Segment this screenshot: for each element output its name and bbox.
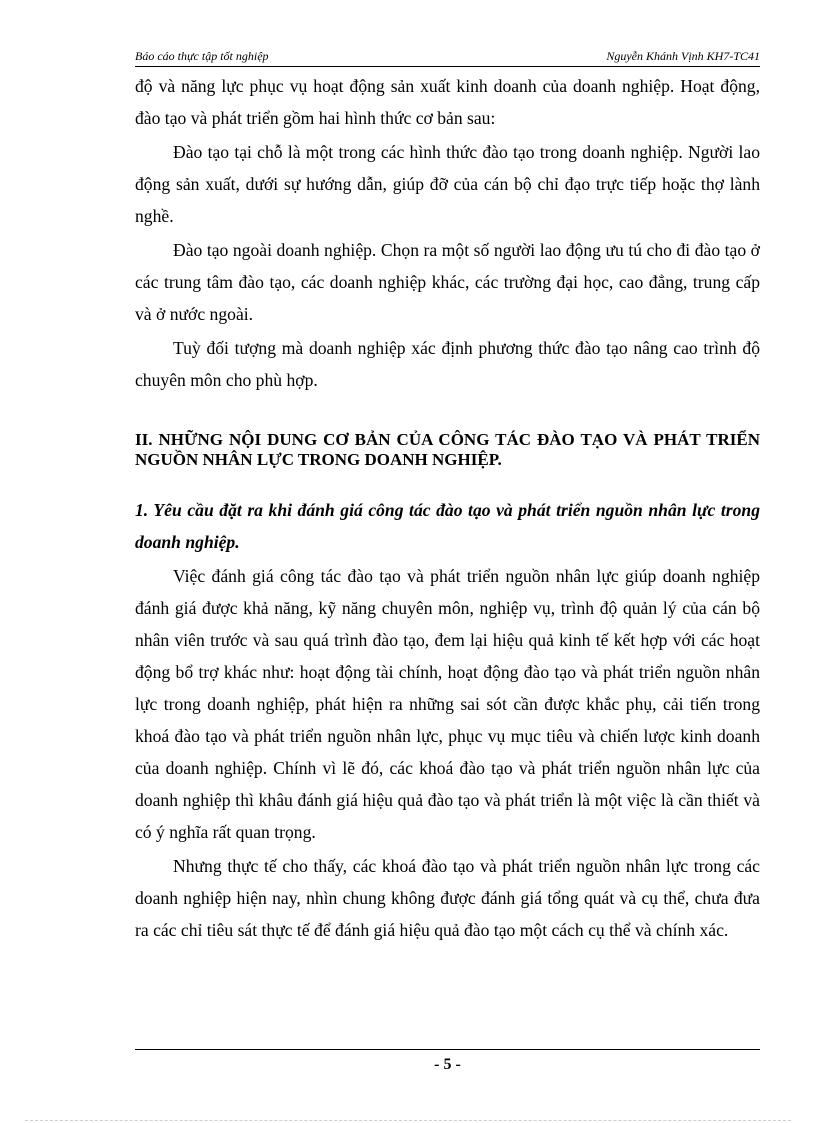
header-author: Nguyễn Khánh Vịnh KH7-TC41: [606, 49, 760, 63]
paragraph-onsite-training: Đào tạo tại chỗ là một trong các hình thức đào tạo trong doanh nghiệp. Người lao động sản xuất, dưới sự hướng dẫn, giúp đỡ của cán bộ chỉ đạo trực tiếp hoặc thợ lành nghề.: [135, 142, 760, 226]
subsection-heading: 1. Yêu cầu đặt ra khi đánh giá công tác đào tạo và phát triển nguồn nhân lực trong doanh nghiệp.: [135, 500, 760, 552]
paragraph-offsite-training: Đào tạo ngoài doanh nghiệp. Chọn ra một số người lao động ưu tú cho đi đào tạo ở các trung tâm đào tạo, các doanh nghiệp khác, các trường đại học, cao đẳng, trung cấp và ở nước ngoài.: [135, 240, 760, 324]
page-bottom-edge: [25, 1120, 791, 1121]
page-number: - 5 -: [434, 1056, 461, 1073]
paragraph-reality: Nhưng thực tế cho thấy, các khoá đào tạo và phát triển nguồn nhân lực trong các doanh nghiệp hiện nay, nhìn chung không được đánh giá tổng quát và cụ thể, chưa đưa ra các chỉ tiêu sát thực tế để đánh giá hiệu quả đào tạo một cách cụ thể và chính xác.: [135, 856, 760, 940]
header-report-title: Báo cáo thực tập tốt nghiệp: [135, 49, 269, 63]
paragraph-continuation: độ và năng lực phục vụ hoạt động sản xuất kinh doanh của doanh nghiệp. Hoạt động, đào tạo và phát triển gồm hai hình thức cơ bản sau:: [135, 76, 760, 128]
paragraph-training-method: Tuỳ đối tượng mà doanh nghiệp xác định phương thức đào tạo nâng cao trình độ chuyên môn cho phù hợp.: [135, 338, 760, 390]
page-body: [135, 70, 760, 948]
section-heading: II. NHỮNG NỘI DUNG CƠ BẢN CỦA CÔNG TÁC ĐÀO TẠO VÀ PHÁT TRIỂN NGUỒN NHÂN LỰC TRONG DOANH NGHIỆP.: [135, 430, 760, 469]
footer-divider: [135, 1049, 760, 1050]
paragraph-evaluation: Việc đánh giá công tác đào tạo và phát triển nguồn nhân lực giúp doanh nghiệp đánh giá được khả năng, kỹ năng chuyên môn, nghiệp vụ, trình độ quản lý của cán bộ nhân viên trước và sau quá trình đào tạo, đem lại hiệu quả kinh tế kết hợp với các hoạt động bổ trợ khác như: hoạt động tài chính, hoạt động đào tạo và phát triển nguồn nhân lực trong doanh nghiệp, phát hiện ra những sai sót cần được khắc phụ, cải tiến trong khoá đào tạo và phát triển nguồn nhân lực, phục vụ mục tiêu và chiến lược kinh doanh của doanh nghiệp. Chính vì lẽ đó, các khoá đào tạo và phát triển nguồn nhân lực của doanh nghiệp thì khâu đánh giá hiệu quả đào tạo và phát triển là một việc là cần thiết và có ý nghĩa rất quan trọng.: [135, 566, 760, 842]
page-header: [135, 46, 760, 67]
